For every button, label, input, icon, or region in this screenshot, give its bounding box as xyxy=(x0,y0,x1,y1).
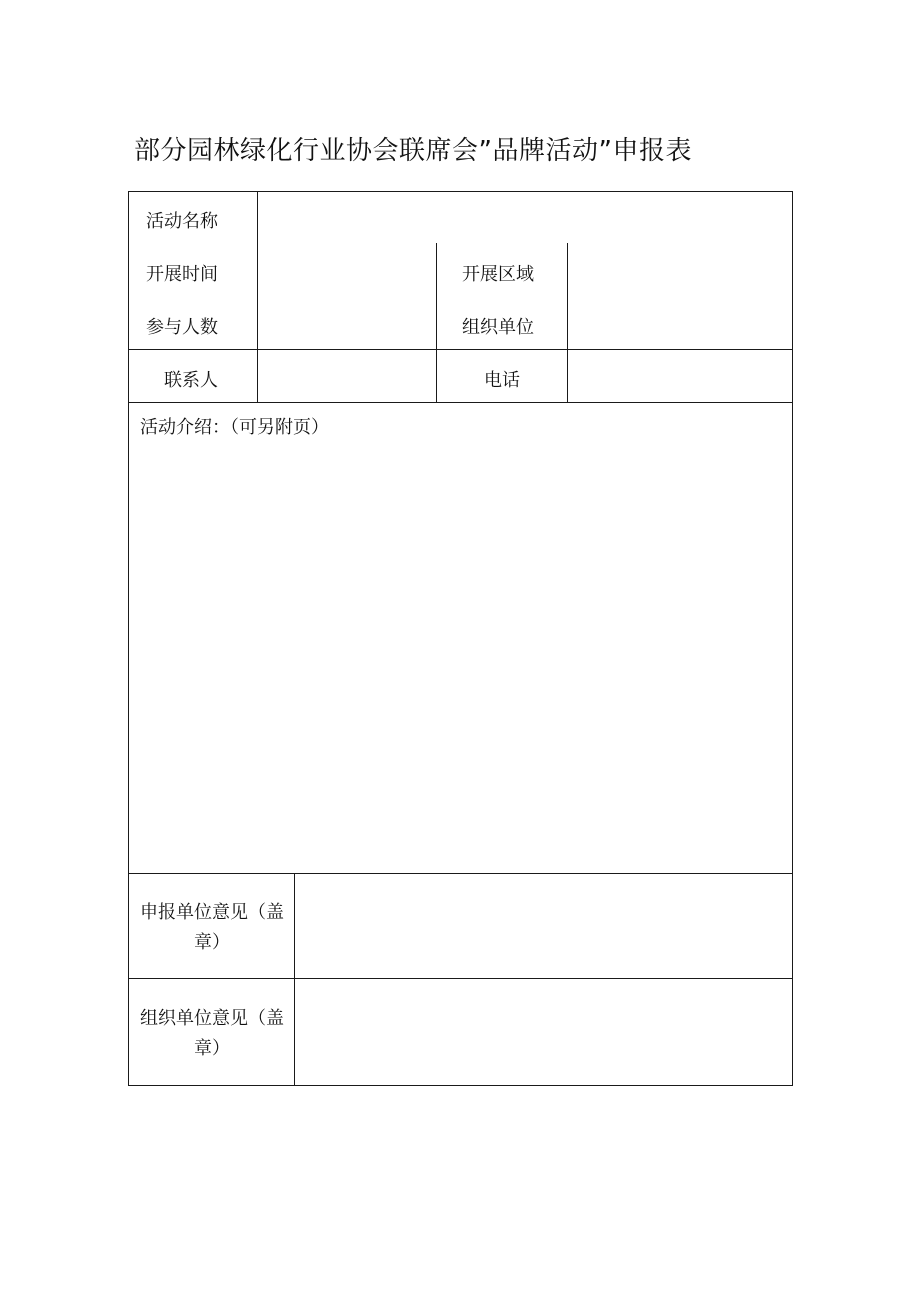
region-field[interactable] xyxy=(580,260,780,286)
intro-textarea[interactable] xyxy=(140,445,780,865)
activity-name-field[interactable] xyxy=(270,207,780,233)
contact-label: 联系人 xyxy=(164,370,218,391)
organizer-opinion-field[interactable] xyxy=(300,985,786,1079)
phone-field[interactable] xyxy=(580,366,780,392)
region-label: 开展区域 xyxy=(462,264,534,285)
table-border-right xyxy=(792,191,793,1086)
table-border-bottom xyxy=(128,1085,793,1086)
row-divider-info xyxy=(128,349,793,350)
row-divider-contact xyxy=(128,402,793,403)
contact-field[interactable] xyxy=(270,366,425,392)
row-divider-intro xyxy=(128,873,793,874)
intro-label: 活动介绍：（可另附页） xyxy=(140,417,329,438)
participants-field[interactable] xyxy=(270,313,425,339)
col-divider-mid xyxy=(436,243,437,402)
phone-label: 电话 xyxy=(484,370,520,391)
activity-name-label: 活动名称 xyxy=(146,211,218,232)
participants-label: 参与人数 xyxy=(146,317,218,338)
organizer-opinion-label: 组织单位意见（盖章） xyxy=(140,1008,284,1059)
organizer-field[interactable] xyxy=(580,313,780,339)
organizer-label: 组织单位 xyxy=(462,317,534,338)
applicant-opinion-field[interactable] xyxy=(300,880,786,972)
col-divider-right xyxy=(567,243,568,402)
start-time-field[interactable] xyxy=(270,260,425,286)
table-border-top xyxy=(128,191,793,192)
form-title: 部分园林绿化行业协会联席会”品牌活动”申报表 xyxy=(134,136,692,166)
applicant-opinion-label: 申报单位意见（盖章） xyxy=(140,902,284,953)
col-divider-label xyxy=(257,191,258,402)
row-divider-applicant xyxy=(128,978,793,979)
start-time-label: 开展时间 xyxy=(146,264,218,285)
